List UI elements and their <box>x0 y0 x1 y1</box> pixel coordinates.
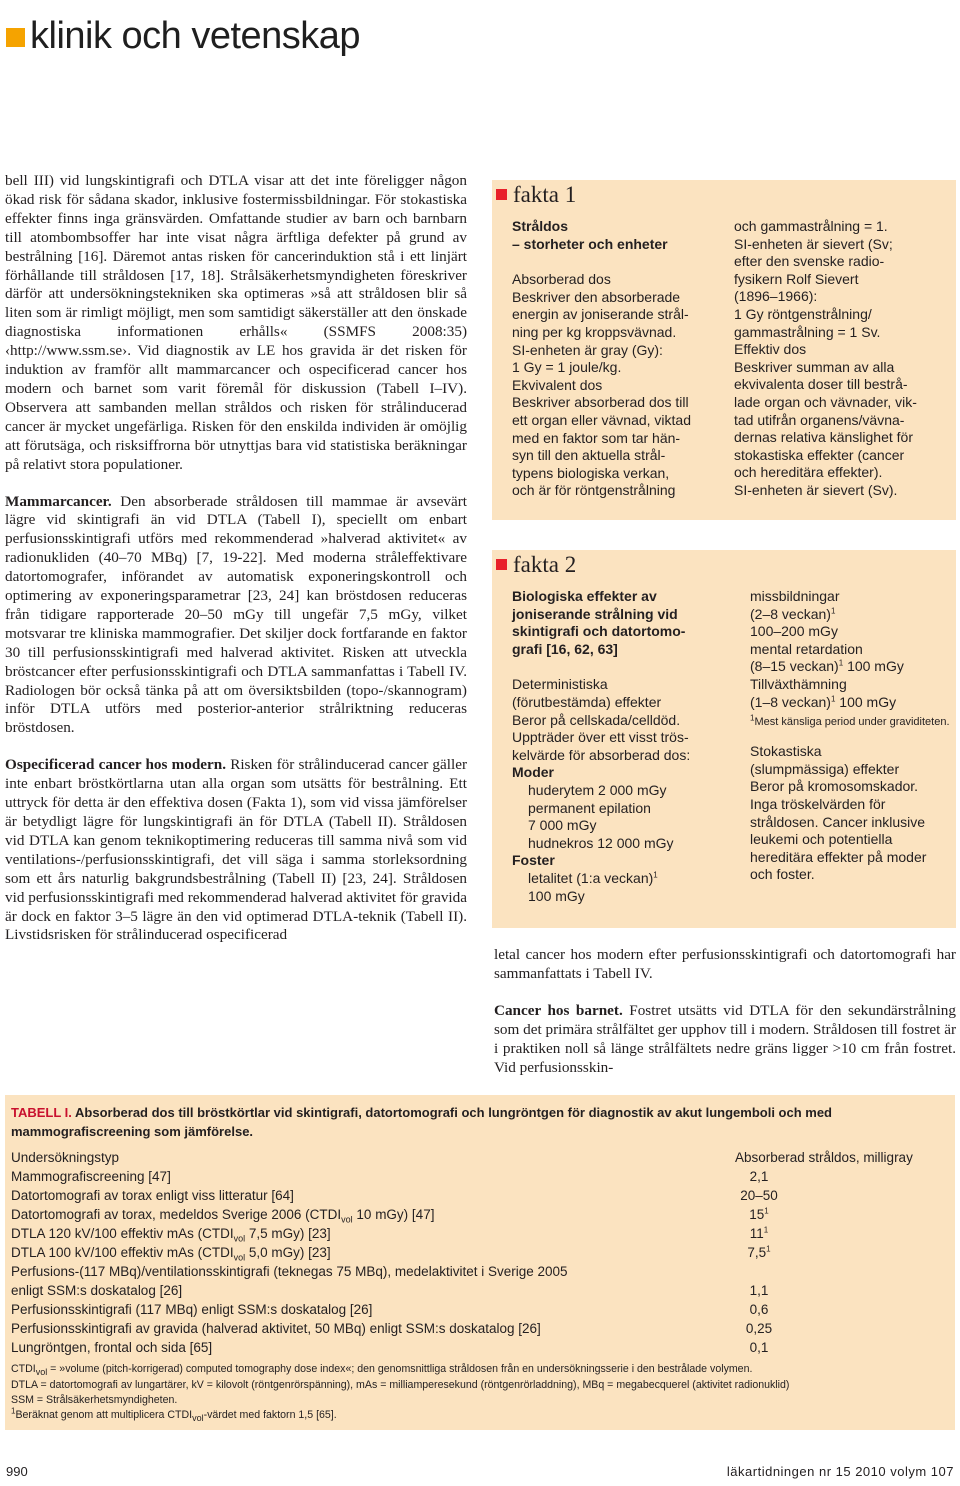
fakta-box-1 <box>492 180 956 520</box>
section-heading: Cancer hos barnet. <box>494 1002 623 1019</box>
table-row: Perfusionsskintigrafi (117 MBq) enligt SSM:s doskatalog [26] 0,6 <box>11 1300 949 1301</box>
column-header: Undersökningstyp <box>11 1150 120 1165</box>
section-heading: Ospecificerad cancer hos modern. <box>5 756 227 774</box>
table-row: Lungröntgen, frontal och sida [65] 0,1 <box>11 1338 949 1339</box>
section-body: Den absorberade stråldosen till mammae är avsevärt lägre vid skintigrafi än vid DTLA (Tabell I), speciellt om enbart perfusionsskintigrafi utförs med rekommenderad »halverad aktivitet« av radionukliden (40–70 MBq) [7, 19-22]. Med moderna stråleffektivare datortomografer, införandet av automatisk exponeringskontroll och optimering av exponeringsparametrar [23, 24] kan bröstdosen reduceras från tidigare rapporterade 20–50 mGy till ungefär 7,5 mGy, vilket motsvarar tre kliniska mammografier. Det skiljer dock fortfarande en faktor 30 till perfusionsskintigrafi med halverad aktivitet. Risken att utveckla bröstcancer efter perfusionsskintigrafi och DTLA sammanfattas i Tabell IV. Radiologen bör också tänka på att om översiktsbilden (topo-/skannogram) inför DTLA utförs med posterior-anterior strålriktning reduceras bröstdosen. <box>5 492 467 737</box>
table-row: DTLA 100 kV/100 effektiv mAs ($CTDI_{vol}$ 5,0 mGy) [23] $7,5^1$ <box>11 1243 949 1244</box>
table-row: DTLA 120 kV/100 effektiv mAs ($CTDI_{vol}$ 7,5 mGy) [23] $11^1$ <box>11 1224 949 1225</box>
table-row: Mammografiscreening [47] 2,1 <box>11 1167 949 1168</box>
table-row: Perfusionsskintigrafi av gravida (halverad aktivitet, 50 MBq) enligt SSM:s doskatalog [26] 0,25 <box>11 1319 949 1320</box>
body-paragraph <box>5 756 467 945</box>
body-paragraph: letal cancer hos modern efter perfusionsskintigrafi och datortomografi har sammanfattats i Tabell IV. <box>494 946 956 982</box>
red-square-icon <box>496 559 507 570</box>
section-title: klinik och vetenskap <box>30 15 361 57</box>
fakta-heading: Stråldos <box>512 218 569 234</box>
table-footnote: SSM = Strålsäkerhetsmyndigheten. <box>11 1394 178 1406</box>
fakta-subheading: – storheter och enheter <box>512 235 668 252</box>
table-footnote: DTLA = datortomografi av lungartärer, kV = kilovolt (röntgenrörspänning), mAs = milliamperesekund (röntgenrörladdning), MBq = megabecquerel (aktivitet radionuklid) <box>11 1379 790 1391</box>
table-row: enligt SSM:s doskatalog [26] 1,1 <box>11 1281 949 1282</box>
column-header: Absorberad stråldos, milligray <box>735 1150 913 1165</box>
table-1 <box>5 1095 955 1430</box>
fakta2-right-column: missbildningar (2–8 veckan)$^1$ 100–200 mGy mental retardation (8–15 veckan)$^1$ 100 mGy Tillväxthämning (1–8 veckan)$^1$ 100 mGy $^1$Mest känsliga period under graviditeten. Stokastiska (slumpmässiga) effekter Beror på kromosomskador. Inga tröskelvärden för stråldosen. Cancer inklusive leukemi och potentiella hereditära effekter på moder och foster. <box>750 588 950 883</box>
table-footnote: $CTDI_{vol}$ = »volume (pitch-korrigerad) computed tomography dose index«; den genomsnittliga stråldosen från en undersökningsserie i den bestrålade volymen. <box>11 1363 753 1378</box>
body-paragraph <box>5 493 467 739</box>
section-body: Risken för strålinducerad cancer gäller inte enbart bröstkörtlarna utan alla organ som utsätts för bestrålning. Ett uttryck för detta är den effektiva dosen (Fakta 1), som vid vissa jämförelser är betydligt lägre för lungskintigrafi än för DTLA (Tabell II). Stråldosen vid DTLA kan genom teknikoptimering reduceras till samma nivå som vid ventilations-/perfusionsskintigrafi, det vill säga i samma storleksordning som ett års naturlig bakgrundsbestrålning (Tabell II) [23, 24]. Stråldosen vid perfusionsskintigrafi med rekommenderad halverad aktivitet för gravida är dock en faktor 3–5 lägre än den vid optimerad DTLA-teknik (Tabell II). Livstidsrisken för strålinducerad ospecificerad <box>5 756 467 944</box>
table-row: Datortomografi av torax, medeldos Sverige 2006 ($CTDI_{vol}$ 10 mGy) [47] $15^1$ <box>11 1205 949 1206</box>
body-paragraph: bell III) vid lungskintigrafi och DTLA visar att det inte föreligger någon ökad risk för sådana skador, inklusive fostermissbildningar. För stokastiska effekter finns inga gränsvärden. Omfattande studier av barn och barnbarn till atombombsoffer har inte visat några ärftliga defekter på grund av bestrålning [16]. Däremot antas risken för cancerinduktion stå i ett linjärt förhållande till stråldosen [17, 18]. Strålsäkerhetsmyndigheten föreskriver därför att undersökningstekniken ska optimeras »så att stråldosen blir så liten som är rimligt möjligt, men som samtidigt säkerställer att den önskade diagnostiska informationen erhålls« (SSMFS 2008:35) ‹http://www.ssm.se›. Vid diagnostik av LE hos gravida är det risken för induktion av framför allt mammarcancer och ospecificerad cancer hos modern och barnet som varit föremål för diskussion (Tabell I–IV). Observera att sambanden mellan stråldos och risken för strålinducerad cancer är mycket ungefärliga. Risken för den enskilda individen är omöjlig att förutsäga, och risksiffrorna bör utnyttjas bara vid statistiska beräkningar på relativt stora populationer. <box>5 172 467 473</box>
section-heading: Mammarcancer. <box>5 492 112 510</box>
right-column-text <box>494 945 956 1077</box>
table-header-row <box>11 1148 949 1165</box>
table-row: Datortomografi av torax enligt viss litteratur [64] 20–50 <box>11 1186 949 1187</box>
table-row: Perfusions-(117 MBq)/ventilationsskintigrafi (teknegas 75 MBq), medelaktivitet i Sverige 2005 <box>11 1262 949 1263</box>
page-header <box>6 8 954 58</box>
fakta1-left-column: Stråldos – storheter och enheter Absorberad dos Beskriver den absorberade energin av joniserande strål- ning per kg kroppsvävnad. SI-enheten är gray (Gy): 1 Gy = 1 joule/kg. Ekvivalent dos Beskriver absorberad dos till ett organ eller vävnad, viktad med en faktor som tar hän- syn till den aktuella strål- typens biologiska verkan, och är för röntgenstrålning <box>512 218 727 500</box>
fakta-heading: Biologiska effekter av <box>512 588 657 604</box>
body-paragraph: Cancer hos barnet. Fostret utsätts vid DTLA för den sekundärstrålning som det primära strålfältet ger upphov till i modern. Stråldosen till fostret är i praktiken noll så länge strålfältets nedre gräns ligger >10 cm från fostret. Vid perfusionsskin- <box>494 1002 956 1076</box>
fakta2-left-column: Biologiska effekter av joniserande strålning vid skintigrafi och datortomo- grafi [16, 62, 63] Deterministiska (förutbestämda) effekter Beror på cellskada/celldöd. Uppträder över ett visst trös- kelvärde för absorberad dos: Moder huderytem 2 000 mGy permanent epilation 7 000 mGy hudnekros 12 000 mGy Foster letalitet (1:a veckan)$^1$ 100 mGy <box>512 588 732 905</box>
journal-footer: läkartidningen nr 15 2010 volym 107 <box>726 1464 954 1479</box>
fakta1-right-column: och gammastrålning = 1. SI-enheten är sievert (Sv; efter den svenske radio- fysikern Rolf Sievert (1896–1966): 1 Gy röntgenstrålning/ gammastrålning = 1 Sv. Effektiv dos Beskriver summan av alla ekvivalenta doser till bestrå- lade organ och vävnader, vik- tad utifrån organens/vävna- dernas relativa känslighet för stokastiska effekter (cancer och hereditära effekter). SI-enheten är sievert (Sv). <box>734 218 917 498</box>
table-footnote: $^1$Beräknat genom att multiplicera $CTDI_{vol}$-värdet med faktorn 1,5 [65]. <box>11 1406 337 1424</box>
section-marker-square <box>6 28 25 47</box>
red-square-icon <box>496 189 507 200</box>
page-number: 990 <box>6 1464 28 1479</box>
fakta-box-2 <box>492 550 956 928</box>
fakta-title: fakta 2 <box>496 552 576 578</box>
fakta-title: fakta 1 <box>496 182 576 208</box>
table-caption: TABELL I. Absorberad dos till bröstkörtlar vid skintigrafi, datortomografi och lungröntgen för diagnostik av akut lungemboli och med mammografiscreening som jämförelse. <box>11 1105 832 1139</box>
fakta-footnote: $^1$Mest känsliga period under graviditeten. <box>750 713 950 729</box>
left-column-text <box>5 172 467 945</box>
